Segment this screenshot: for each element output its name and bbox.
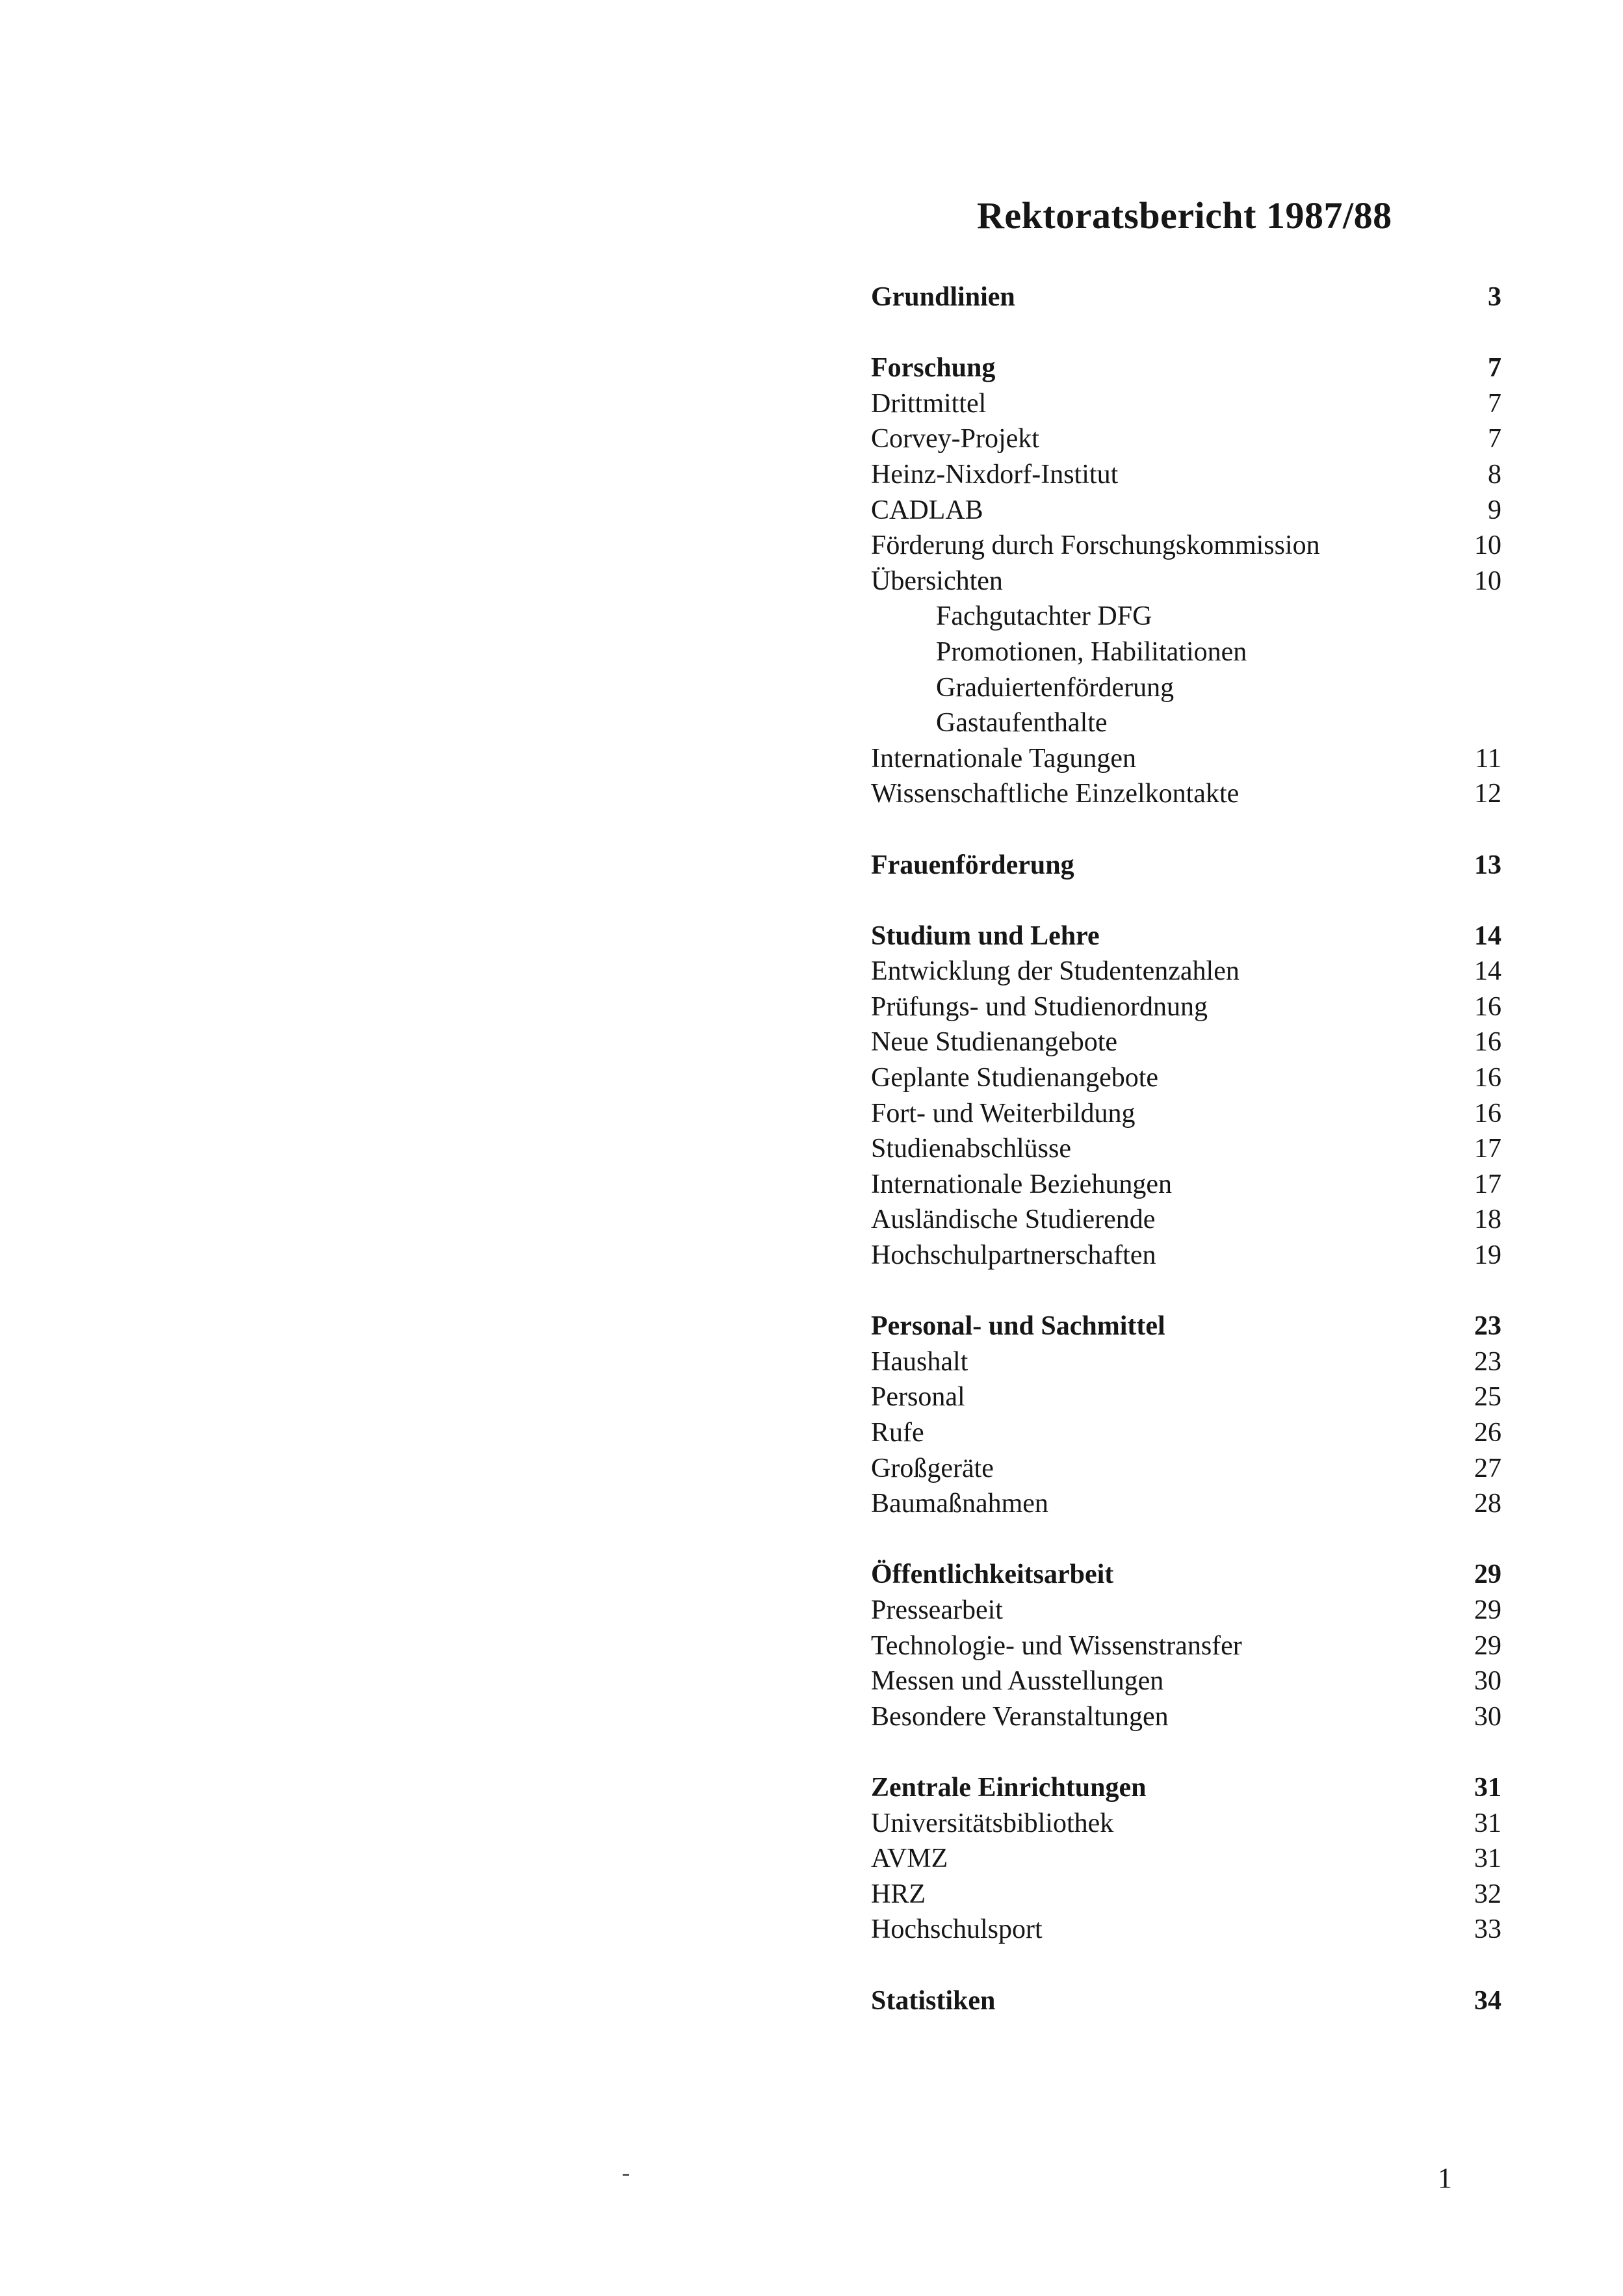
toc-entry-label: Entwicklung der Studentenzahlen [871, 956, 1240, 987]
toc-entry-label: Wissenschaftliche Einzelkontakte [871, 779, 1240, 809]
toc-entry-label: Rufe [871, 1418, 924, 1448]
page-title: Rektoratsbericht 1987/88 [977, 194, 1392, 237]
toc-entry-page: 16 [1474, 991, 1501, 1022]
toc-entry [871, 741, 1501, 777]
toc-entry [871, 1379, 1501, 1415]
toc-entry-page: 29 [1474, 1630, 1501, 1661]
toc-entry-label: Hochschulsport [871, 1914, 1043, 1945]
toc-entry-page: 10 [1474, 530, 1501, 561]
margin-mark [623, 2174, 629, 2176]
toc-subentry-label: Promotionen, Habilitationen [936, 636, 1247, 667]
toc-entry-label: Internationale Tagungen [871, 743, 1136, 774]
toc-entry [871, 1877, 1501, 1912]
toc-entry-page: 16 [1474, 1098, 1501, 1128]
toc-section-heading [871, 1309, 1501, 1344]
toc-entry [871, 1699, 1501, 1735]
toc-entry-page: 27 [1474, 1453, 1501, 1483]
toc-entry-page: 7 [1488, 424, 1501, 454]
toc-entry [871, 1024, 1501, 1060]
table-of-contents [871, 280, 1501, 2018]
toc-entry-label: Geplante Studienangebote [871, 1063, 1159, 1093]
toc-entry [871, 1167, 1501, 1203]
toc-section-heading-page: 23 [1474, 1311, 1501, 1342]
toc-entry-page: 14 [1474, 956, 1501, 987]
toc-entry [871, 493, 1501, 528]
toc-entry [871, 1096, 1501, 1132]
toc-entry [871, 989, 1501, 1025]
toc-subentry [871, 599, 1501, 634]
toc-section-heading [871, 280, 1501, 315]
toc-entry [871, 1238, 1501, 1273]
toc-entry-page: 16 [1474, 1063, 1501, 1093]
toc-entry-label: CADLAB [871, 495, 983, 525]
toc-entry [871, 776, 1501, 812]
toc-section-heading [871, 919, 1501, 954]
toc-entry [871, 1060, 1501, 1096]
toc-entry [871, 421, 1501, 457]
toc-entry-label: Übersichten [871, 566, 1003, 596]
toc-entry-page: 18 [1474, 1205, 1501, 1235]
toc-section-heading-label: Forschung [871, 353, 996, 384]
toc-section-heading-label: Grundlinien [871, 282, 1015, 312]
toc-section-heading-label: Personal- und Sachmittel [871, 1311, 1165, 1342]
page-number: 1 [1438, 2162, 1452, 2194]
toc-entry-page: 26 [1474, 1418, 1501, 1448]
toc-section-heading [871, 1770, 1501, 1806]
toc-entry-page: 23 [1474, 1346, 1501, 1377]
toc-entry-label: Personal [871, 1382, 965, 1413]
toc-entry-page: 31 [1474, 1808, 1501, 1838]
toc-entry-page: 7 [1488, 388, 1501, 419]
toc-entry [871, 954, 1501, 989]
toc-entry-page: 17 [1474, 1134, 1501, 1164]
toc-section-heading-page: 34 [1474, 1985, 1501, 2016]
toc-entry-page: 10 [1474, 566, 1501, 596]
toc-entry [871, 1131, 1501, 1167]
toc-section-heading [871, 1557, 1501, 1593]
toc-subentry-label: Gastaufenthalte [936, 708, 1108, 738]
toc-entry-label: Hochschulpartnerschaften [871, 1240, 1156, 1271]
toc-section-heading-label: Studium und Lehre [871, 920, 1100, 951]
toc-entry-page: 31 [1474, 1844, 1501, 1874]
toc-section-heading-label: Öffentlichkeitsarbeit [871, 1559, 1114, 1590]
toc-entry [871, 1415, 1501, 1451]
toc-entry [871, 564, 1501, 599]
toc-entry-label: Prüfungs- und Studienordnung [871, 991, 1208, 1022]
toc-entry-label: Besondere Veranstaltungen [871, 1701, 1169, 1732]
toc-subentry [871, 670, 1501, 706]
toc-entry [871, 1628, 1501, 1664]
toc-entry [871, 528, 1501, 564]
toc-entry-label: Pressearbeit [871, 1595, 1003, 1625]
toc-entry-label: Messen und Ausstellungen [871, 1666, 1164, 1697]
toc-entry-page: 30 [1474, 1666, 1501, 1697]
toc-entry-label: Drittmittel [871, 388, 987, 419]
toc-section-heading [871, 1983, 1501, 2019]
toc-entry [871, 1202, 1501, 1238]
toc-entry-page: 25 [1474, 1382, 1501, 1413]
toc-entry [871, 386, 1501, 422]
toc-entry-label: Technologie- und Wissenstransfer [871, 1630, 1242, 1661]
toc-entry-label: Fort- und Weiterbildung [871, 1098, 1136, 1128]
toc-section-heading-page: 29 [1474, 1559, 1501, 1590]
toc-subentry [871, 705, 1501, 741]
toc-entry-label: Neue Studienangebote [871, 1027, 1118, 1058]
toc-entry-label: Baumaßnahmen [871, 1489, 1048, 1519]
toc-entry-page: 32 [1474, 1879, 1501, 1909]
toc-entry [871, 1663, 1501, 1699]
toc-section-heading-page: 13 [1474, 850, 1501, 880]
toc-subentry-label: Graduiertenförderung [936, 672, 1175, 703]
toc-section-heading [871, 350, 1501, 386]
toc-entry [871, 1486, 1501, 1522]
toc-entry [871, 1344, 1501, 1380]
toc-entry-label: Corvey-Projekt [871, 424, 1039, 454]
toc-entry-page: 16 [1474, 1027, 1501, 1058]
toc-entry-page: 9 [1488, 495, 1501, 525]
toc-entry-page: 8 [1488, 459, 1501, 489]
toc-section-heading-label: Frauenförderung [871, 850, 1074, 880]
toc-entry-label: Ausländische Studierende [871, 1205, 1156, 1235]
toc-entry [871, 1806, 1501, 1842]
toc-section-heading [871, 848, 1501, 883]
toc-section-heading-label: Statistiken [871, 1985, 996, 2016]
toc-entry [871, 1841, 1501, 1877]
toc-entry [871, 1593, 1501, 1628]
toc-entry-label: Internationale Beziehungen [871, 1169, 1172, 1199]
toc-entry-label: Universitätsbibliothek [871, 1808, 1114, 1838]
toc-section-heading-page: 3 [1488, 282, 1501, 312]
toc-section-heading-page: 7 [1488, 353, 1501, 384]
toc-entry-page: 19 [1474, 1240, 1501, 1271]
toc-entry-label: AVMZ [871, 1844, 948, 1874]
toc-section-heading-page: 31 [1474, 1772, 1501, 1803]
toc-entry-label: Studienabschlüsse [871, 1134, 1071, 1164]
toc-subentry-label: Fachgutachter DFG [936, 601, 1152, 632]
toc-section-heading-label: Zentrale Einrichtungen [871, 1772, 1147, 1803]
toc-entry-page: 30 [1474, 1701, 1501, 1732]
toc-entry [871, 1912, 1501, 1948]
toc-entry-page: 28 [1474, 1489, 1501, 1519]
toc-entry-label: Großgeräte [871, 1453, 994, 1483]
toc-entry-page: 11 [1475, 743, 1501, 774]
toc-entry-page: 12 [1474, 779, 1501, 809]
toc-subentry [871, 634, 1501, 670]
toc-entry-page: 17 [1474, 1169, 1501, 1199]
toc-entry-page: 29 [1474, 1595, 1501, 1625]
toc-section-heading-page: 14 [1474, 920, 1501, 951]
toc-entry-label: Förderung durch Forschungskommission [871, 530, 1320, 561]
toc-entry [871, 1451, 1501, 1487]
toc-entry-label: Heinz-Nixdorf-Institut [871, 459, 1119, 489]
toc-entry-page: 33 [1474, 1914, 1501, 1945]
toc-entry-label: HRZ [871, 1879, 926, 1909]
toc-entry [871, 457, 1501, 493]
toc-entry-label: Haushalt [871, 1346, 968, 1377]
